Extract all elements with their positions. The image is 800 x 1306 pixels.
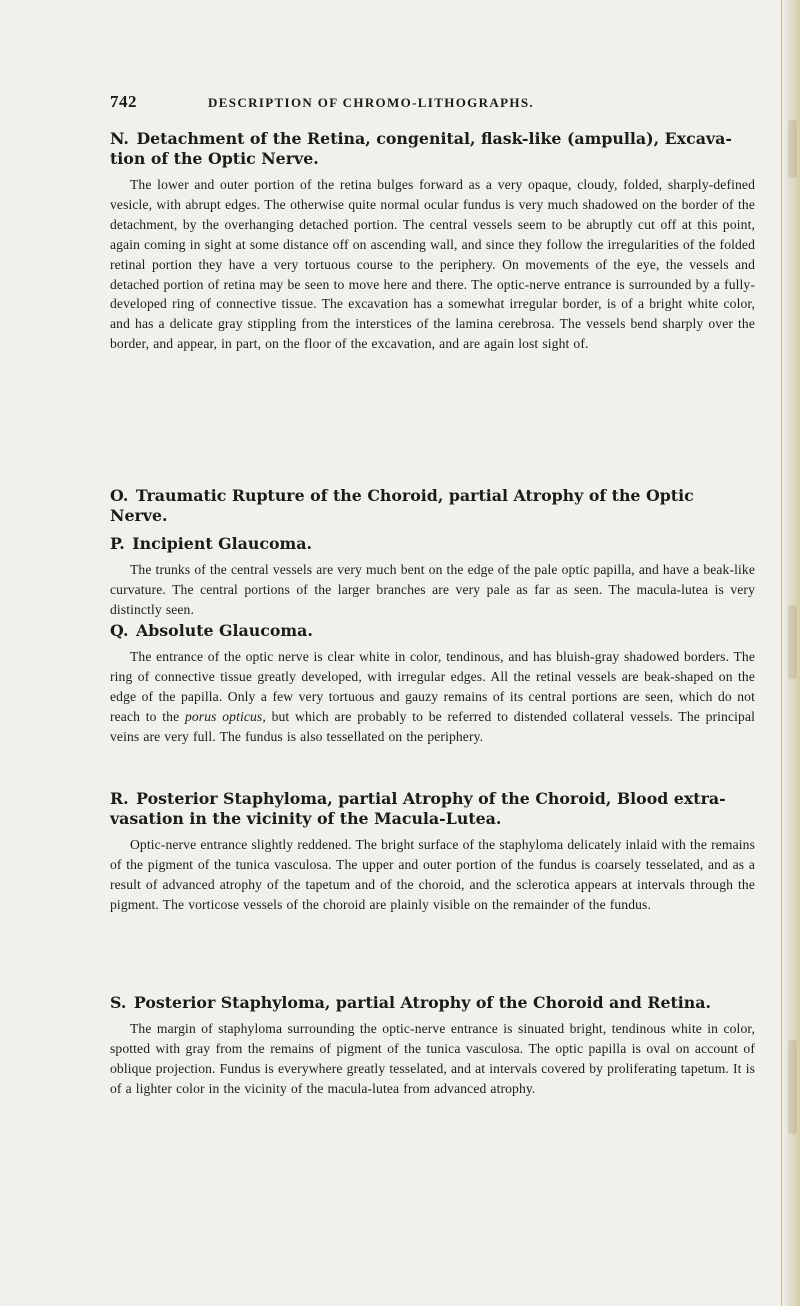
section-title: Posterior Staphyloma, partial Atrophy of the Choroid, Blood extra-vasation in the vicinity of the Macula-Lutea. <box>110 789 726 828</box>
section-q <box>110 621 755 747</box>
section-heading <box>110 621 755 641</box>
section-heading <box>110 789 755 829</box>
section-body: Optic-nerve entrance slightly reddened. The bright surface of the staphyloma delicately inlaid with the remains of the pigment of the tunica vasculosa. The upper and outer portion of the fundus is coarsely tesselated, and as a result of advanced atrophy of the tapetum and of the choroid, and the sclerotica appears at intervals through the pigment. The vorticose vessels of the choroid are plainly visible on the remainder of the fundus. <box>110 837 755 912</box>
section-letter: Q. <box>110 621 129 640</box>
section-letter: R. <box>110 789 129 808</box>
section-body: The lower and outer portion of the retina bulges forward as a very opaque, cloudy, folded, sharply-defined vesicle, with abrupt edges. The otherwise quite normal ocular fundus is very much shadowed on the border of the detachment, by the overhanging detached portion. The central vessels seem to be abruptly cut off at this point, again coming in sight at some distance off on ascending wall, and since they follow the irregularities of the folded retinal portion they have a very tortuous course to the periphery. On movements of the eye, the vessels and detached portion of retina may be seen to move here and there. The optic-nerve entrance is surrounded by a fully-developed ring of connective tissue. The excavation has a somewhat irregular border, is of a bright white color, and has a delicate gray stippling from the interstices of the lamina cerebrosa. The vessels bend sharply over the border, and appear, in part, on the floor of the excavation, and are again lost sight of. <box>110 177 755 352</box>
running-head <box>64 92 756 116</box>
section-body: The trunks of the central vessels are very much bent on the edge of the pale optic papilla, and have a beak-like curvature. The central portions of the larger branches are very pale as far as seen. The macula-lutea is very distinctly seen. <box>110 562 755 617</box>
section-title: Posterior Staphyloma, partial Atrophy of the Choroid and Retina. <box>133 993 712 1012</box>
section-letter: S. <box>110 993 127 1012</box>
section-body <box>110 647 755 747</box>
section-title: Detachment of the Retina, congenital, flask-like (ampulla), Excava-tion of the Optic Nerve. <box>110 129 732 168</box>
section-letter: O. <box>110 486 129 505</box>
page-edge-shadow <box>781 0 800 1306</box>
section-o <box>110 486 755 526</box>
section-title: Traumatic Rupture of the Choroid, partial Atrophy of the Optic Nerve. <box>110 486 694 525</box>
section-letter: P. <box>110 534 125 553</box>
section-title: Incipient Glaucoma. <box>132 534 312 553</box>
section-p <box>110 534 755 620</box>
section-s <box>110 993 755 1099</box>
section-heading <box>110 129 755 169</box>
section-body-before-italic: The entrance of the optic nerve is clear white in color, tendinous, and has bluish-gray shadowed borders. The ring of connective tissue greatly developed, with irregular edges. All the retinal vessels are beak-shaped on the edge of the papilla. Only a few very tortuous and gauzy remains of its central portions are seen, which do not reach to the <box>110 649 755 724</box>
running-title: DESCRIPTION OF CHROMO-LITHOGRAPHS. <box>208 95 535 110</box>
page-edge-stain <box>788 120 797 178</box>
section-r <box>110 789 755 915</box>
page-number: 742 <box>110 92 137 111</box>
section-body: The margin of staphyloma surrounding the optic-nerve entrance is sinuated bright, tendinous white in color, spotted with gray from the remains of pigment of the tunica vasculosa. The optic papilla is oval on account of oblique projection. Fundus is everywhere greatly tesselated, and at intervals covered by proliferating tapetum. It is of a lighter color in the vicinity of the macula-lutea from advanced atrophy. <box>110 1021 755 1096</box>
section-heading <box>110 486 755 526</box>
page-content <box>110 129 755 1279</box>
section-n <box>110 129 755 354</box>
page-edge-stain <box>788 605 797 679</box>
section-title: Absolute Glaucoma. <box>135 621 313 640</box>
section-body-after-italic: , but which are probably to be referred to distended collateral vessels. The principal veins are very full. The fundus is also tessellated on the periphery. <box>110 708 755 744</box>
section-heading <box>110 993 755 1013</box>
section-heading <box>110 534 755 554</box>
italic-term: porus opticus <box>184 708 263 724</box>
page-edge-stain <box>788 1040 797 1134</box>
section-letter: N. <box>110 129 129 148</box>
